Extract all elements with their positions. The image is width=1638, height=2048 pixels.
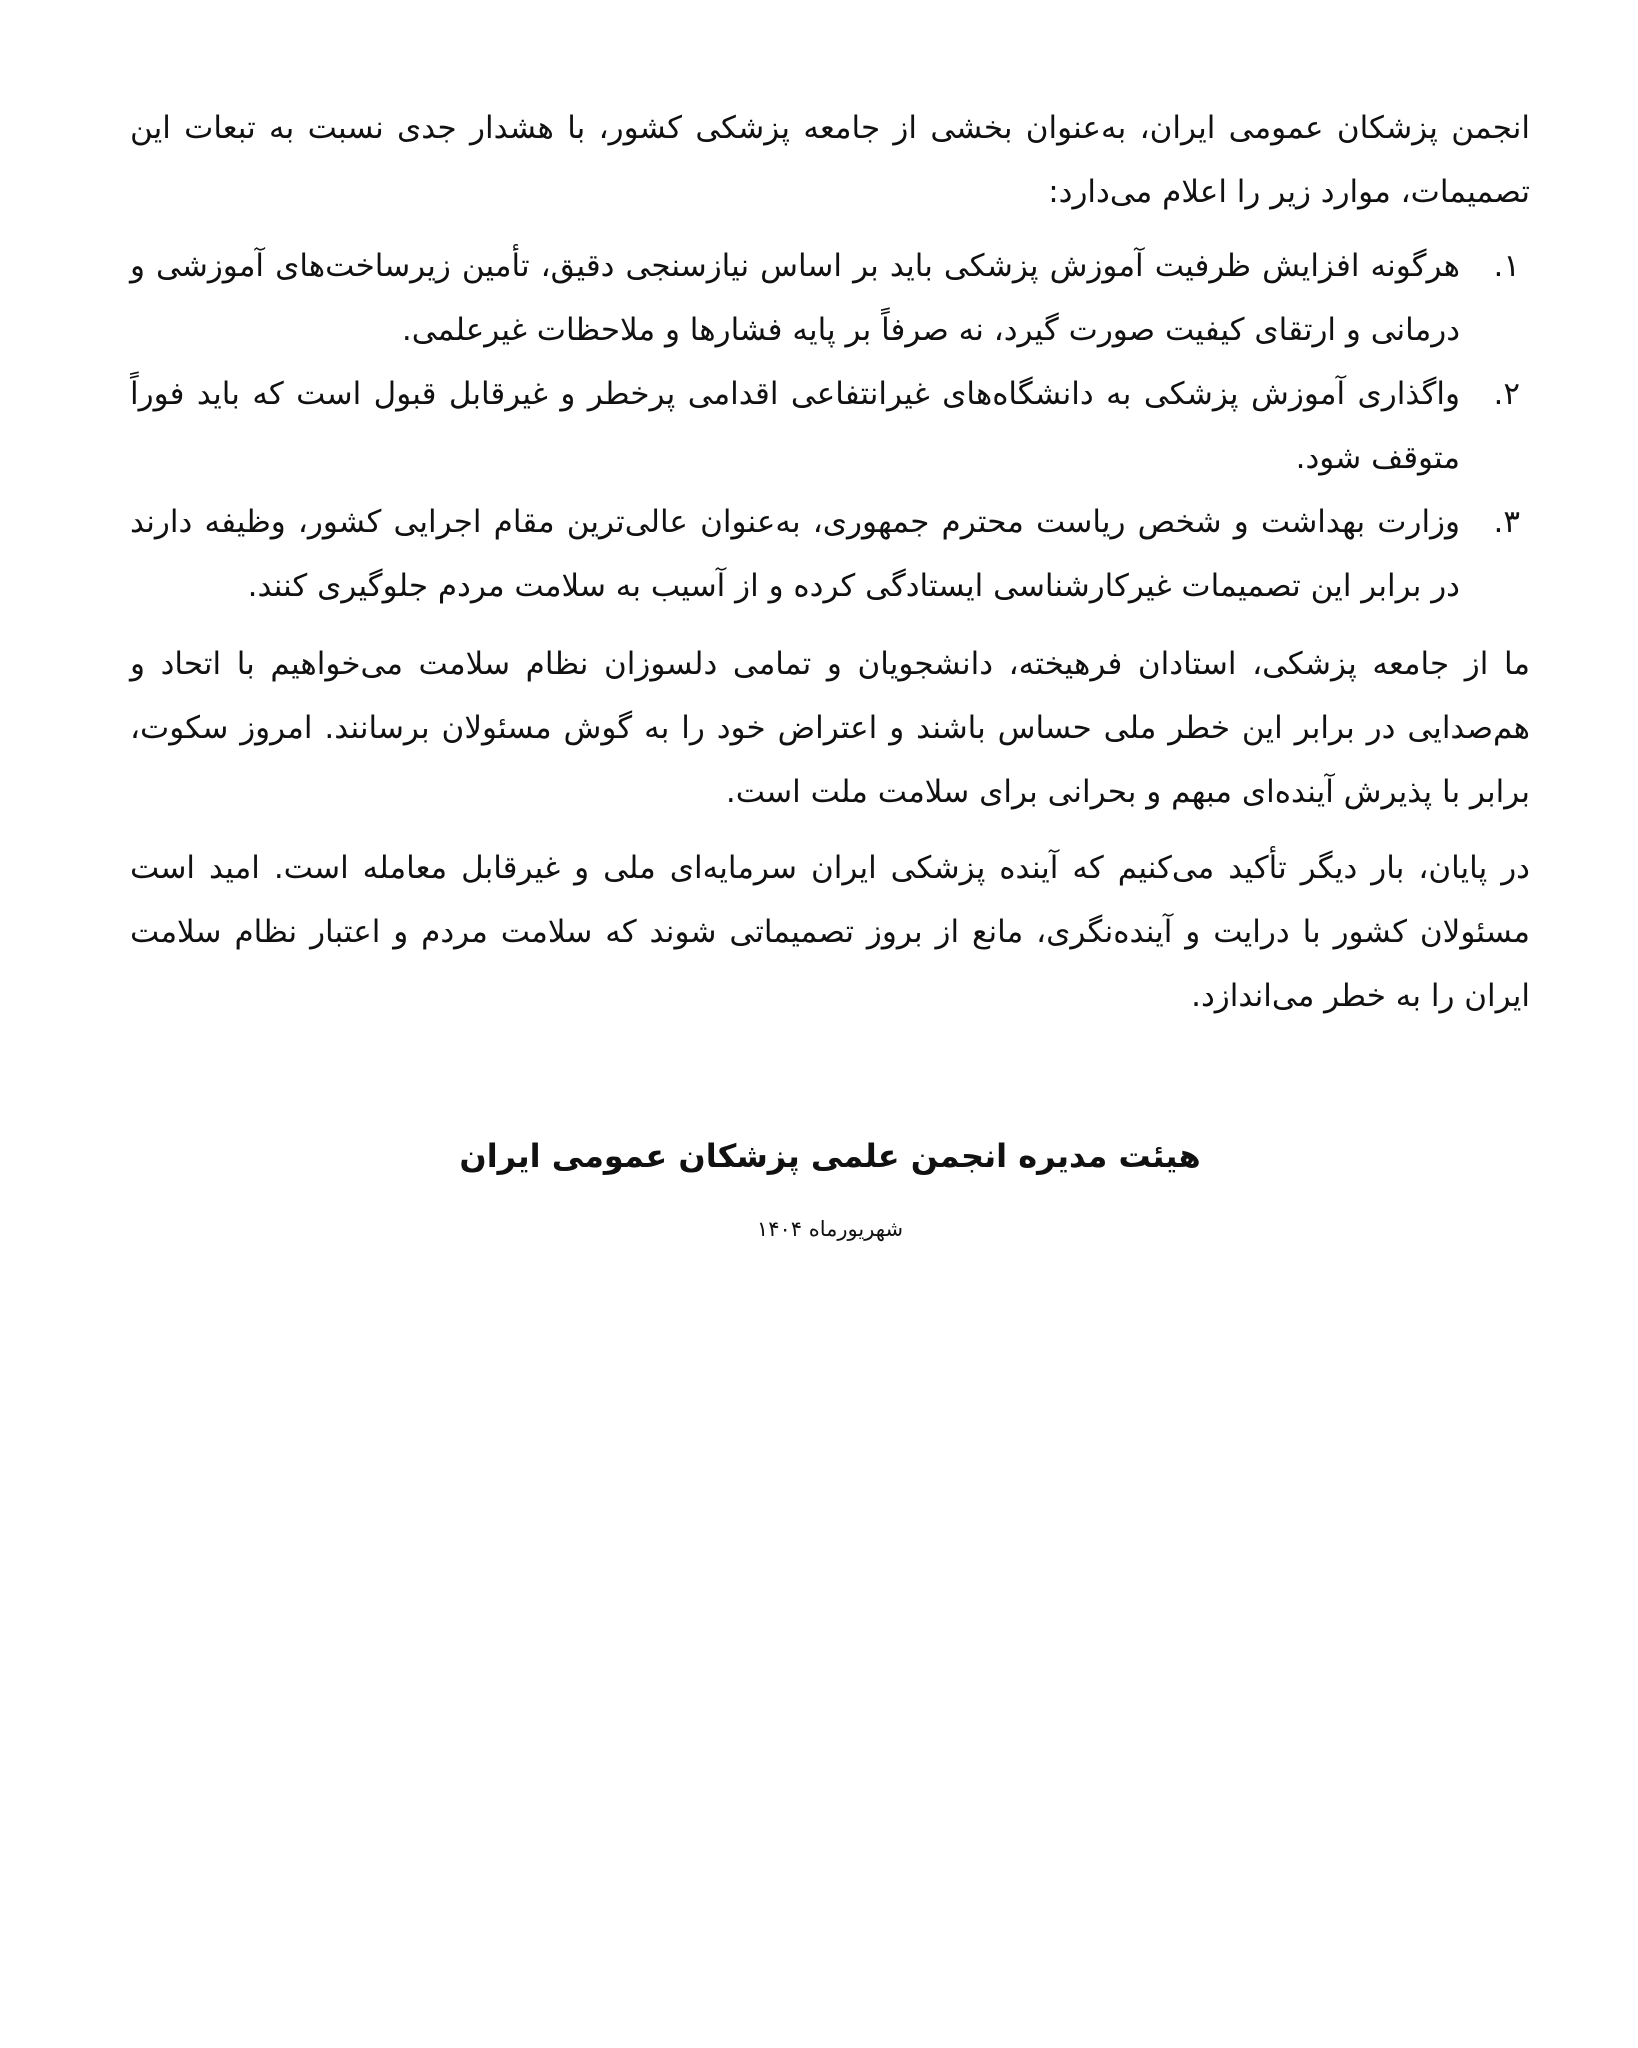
document-date: شهریورماه ۱۴۰۴ (756, 1217, 904, 1241)
list-item-text: وزارت بهداشت و شخص ریاست محترم جمهوری، به‌عنوان عالی‌ترین مقام اجرایی کشور، وظیفه دارند در برابر این تصمیمات غیرکارشناسی ایستادگی کرده و از آسیب به سلامت مردم جلوگیری کنند. (130, 504, 1460, 604)
closing-paragraph: در پایان، بار دیگر تأکید می‌کنیم که آینده پزشکی ایران سرمایه‌ای ملی و غیرقابل معامله است. امید است مسئولان کشور با درایت و آینده‌نگری، مانع از بروز تصمیماتی شوند که سلامت مردم و اعتبار نظام سلامت ایران را به خطر می‌اندازد. (130, 850, 1530, 1014)
list-item (130, 234, 1530, 362)
list-item-text: هرگونه افزایش ظرفیت آموزش پزشکی باید بر اساس نیازسنجی دقیق، تأمین زیرساخت‌های آموزشی و درمانی و ارتقای کیفیت صورت گیرد، نه صرفاً بر پایه فشارها و ملاحظات غیرعلمی. (130, 248, 1460, 348)
list-item-number: ۱. (1493, 248, 1520, 284)
list-item-number: ۲. (1493, 376, 1520, 412)
list-item-text: واگذاری آموزش پزشکی به دانشگاه‌های غیرانتفاعی اقدامی پرخطر و غیرقابل قبول است که باید فوراً متوقف شود. (130, 376, 1460, 476)
list-item (130, 362, 1530, 490)
signature: هیئت مدیره انجمن علمی پزشکان عمومی ایران (459, 1137, 1201, 1175)
list-item-number: ۳. (1493, 504, 1520, 540)
demands-list (130, 234, 1530, 618)
list-item (130, 490, 1530, 618)
call-to-action-paragraph: ما از جامعه پزشکی، استادان فرهیخته، دانشجویان و تمامی دلسوزان نظام سلامت می‌خواهیم با اتحاد و هم‌صدایی در برابر این خطر ملی حساس باشند و اعتراض خود را به گوش مسئولان برسانند. امروز سکوت، برابر با پذیرش آینده‌ای مبهم و بحرانی برای سلامت ملت است. (130, 646, 1530, 810)
statement-document (130, 96, 1530, 1244)
intro-paragraph: انجمن پزشکان عمومی ایران، به‌عنوان بخشی از جامعه پزشکی کشور، با هشدار جدی نسبت به تبعات این تصمیمات، موارد زیر را اعلام می‌دارد: (130, 110, 1530, 210)
